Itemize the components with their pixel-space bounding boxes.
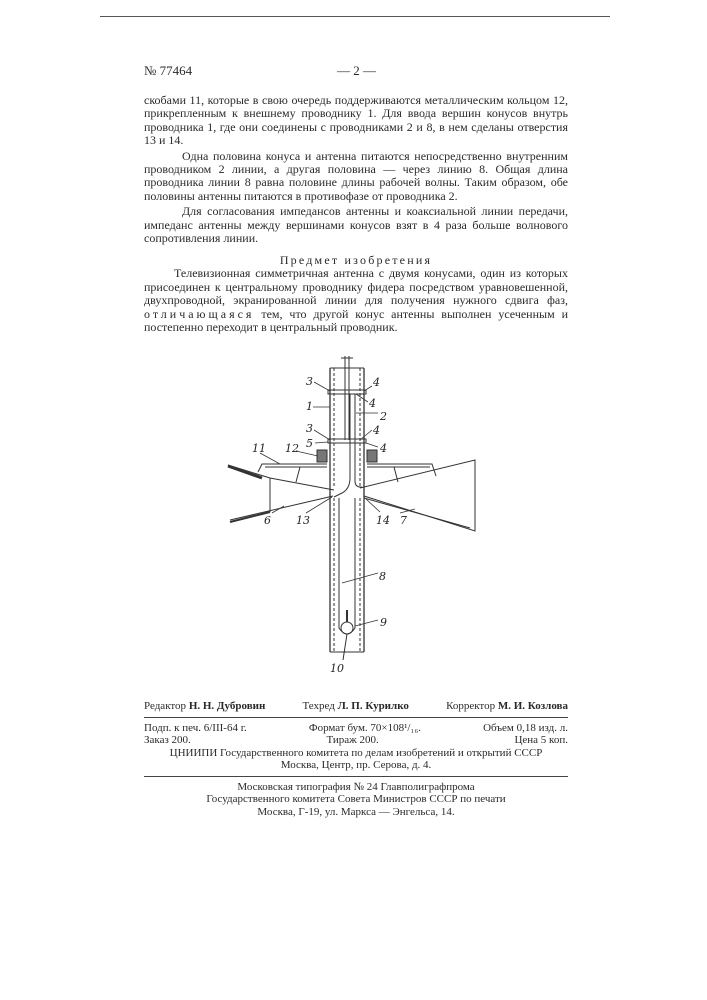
signed-date: Подп. к печ. 6/III-64 г. [144,722,247,735]
label-3: 3 [306,375,313,388]
printer-info [144,781,568,819]
paper-format: Формат бум. 70×108¹/₁₆. [309,722,421,735]
claim-part: тем, что другой конус антенны выполнен усеченным и постепенно переходит в центральный проводник. [144,307,568,334]
printer-line: Московская типография № 24 Главполиграфпрома [144,781,568,794]
cone-6 [228,465,334,490]
label-2: 2 [379,410,387,423]
claim-part: Телевизионная симметричная антенна с двумя конусами, один из которых присоединен к центральному проводнику фидера посредством уравновешенной, двухпроводной, экранированной линии для получения нужного сдвига фаз, [144,266,568,307]
label-1: 1 [306,400,313,413]
paragraph: Одна половина конуса и антенна питаются непосредственно внутренним проводником 2 линии, а другая половина — через линию 8. Общая длина проводника линии 8 равна половине длины рабочей волны. Таким образом, обе половины антенны питаются в противофазе от проводника 2. [144,150,568,204]
antenna-drawing [0,0,707,1000]
volume: Объем 0,18 изд. л. [483,722,568,735]
divider [144,717,568,718]
printer-line: Москва, Г-19, ул. Маркса — Энгельса, 14. [144,806,568,819]
techred: Техред Л. П. Курилко [302,700,408,713]
bracket-11 [258,464,327,472]
label-10: 10 [330,662,344,675]
paragraph: Для согласования импедансов антенны и коаксиальной линии передачи, импеданс антенны между вершинами конусов взят в 4 раза больше волнового сопротивления линии. [144,205,568,245]
label-7: 7 [400,514,407,527]
label-12: 12 [285,442,299,455]
editor: Редактор Н. Н. Дубровин [144,700,265,713]
label-13: 13 [296,514,310,527]
label-3: 3 [306,422,313,435]
label-4: 4 [372,376,380,389]
label-9: 9 [380,616,387,629]
price: Цена 5 коп. [514,734,568,747]
claim-spaced-word: отличающаяся [144,307,254,321]
label-11: 11 [252,442,266,455]
credits-line [144,700,568,713]
label-6: 6 [264,514,271,527]
ring-12 [317,450,327,462]
printer-line: Государственного комитета Совета Министров СССР по печати [144,793,568,806]
publisher-address: Москва, Центр, пр. Серова, д. 4. [144,759,568,772]
colophon [144,700,568,818]
claims-heading: Предмет изобретения [144,253,568,267]
publisher-org: ЦНИИПИ Государственного комитета по делам изобретений и открытий СССР [144,747,568,760]
imprint [144,722,568,772]
patent-number: № 77464 [144,63,192,79]
paragraph: скобами 11, которые в свою очередь поддерживаются металлическим кольцом 12, прикрепленным к внешнему проводнику 1. Для ввода вершин конусов внутрь проводника 1, где они соединены с проводниками 2 и 8, в нем сделаны отверстия 13 и 14. [144,94,568,148]
label-4: 4 [368,397,376,410]
print-run: Тираж 200. [326,734,378,747]
order: Заказ 200. [144,734,191,747]
label-4: 4 [379,442,387,455]
label-14: 14 [376,514,390,527]
corrector: Корректор М. И. Козлова [446,700,568,713]
label-4: 4 [372,424,380,437]
divider [144,776,568,777]
label-8: 8 [379,570,386,583]
page-number: — 2 — [337,63,376,79]
junction-9 [341,622,353,634]
label-5: 5 [306,437,313,450]
